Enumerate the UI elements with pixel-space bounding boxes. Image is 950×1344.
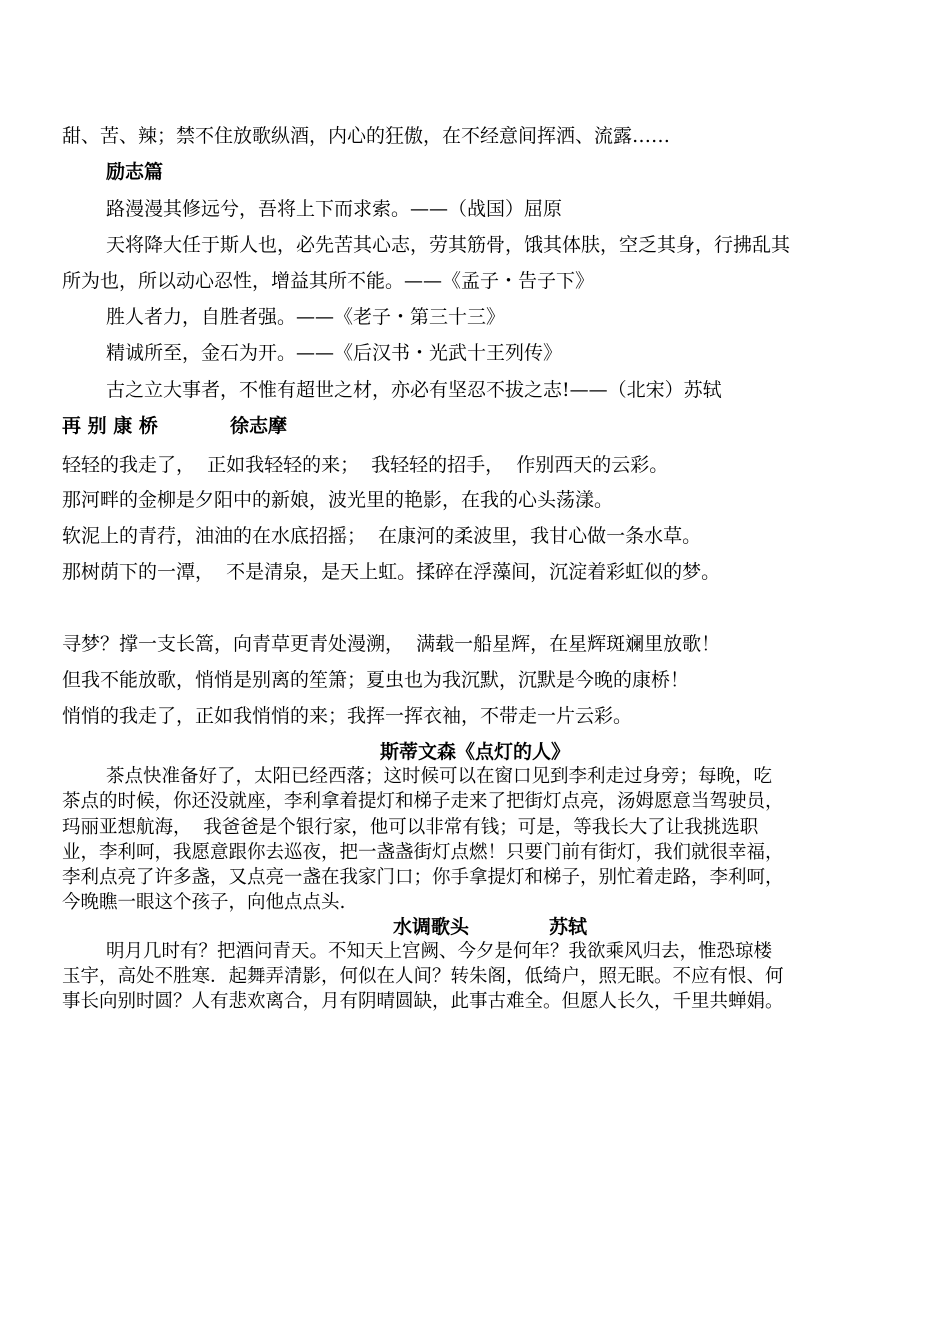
poem-line: 那河畔的金柳是夕阳中的新娘，波光里的艳影，在我的心头荡漾。 (62, 489, 614, 511)
poem-line: 今晚瞧一眼这个孩子，向他点点头. (62, 892, 346, 913)
text-line: 甜、苦、辣；禁不住放歌纵酒，内心的狂傲，在不经意间挥洒、流露…… (62, 125, 671, 147)
poem-line: 玛丽亚想航海， 我爸爸是个银行家，他可以非常有钱；可是，等我长大了让我挑选职 (62, 817, 759, 838)
quote-line: 胜人者力，自胜者强。——《老子・第三十三》 (106, 306, 506, 328)
quote-line: 天将降大任于斯人也，必先苦其心志，劳其筋骨，饿其体肤，空乏其身，行拂乱其 (106, 234, 791, 256)
poem-author: 徐志摩 (230, 415, 288, 437)
poem-line: 茶点的时候，你还没就座，李利拿着提灯和梯子走来了把街灯点亮，汤姆愿意当驾驶员， (62, 791, 784, 812)
quote-line: 路漫漫其修远兮，吾将上下而求索。——（战国）屈原 (106, 198, 563, 220)
poem-line: 业，李利呵，我愿意跟你去巡夜，把一盏盏街灯点燃！只要门前有街灯，我们就很幸福， (62, 842, 784, 863)
poem-line: 但我不能放歌，悄悄是别离的笙箫；夏虫也为我沉默，沉默是今晚的康桥！ (62, 669, 690, 691)
poem-line: 寻梦？撑一支长篙，向青草更青处漫溯， 满载一船星辉，在星辉斑斓里放歌！ (62, 633, 721, 655)
quote-line: 古之立大事者，不惟有超世之材，亦必有坚忍不拔之志!——（北宋）苏轼 (106, 379, 722, 401)
poem-author: 苏轼 (549, 916, 588, 938)
poem-line: 悄悄的我走了，正如我悄悄的来；我挥一挥衣袖，不带走一片云彩。 (62, 705, 633, 727)
poem-title: 再 别 康 桥 (62, 415, 158, 437)
poem-title: 斯蒂文森《点灯的人》 (379, 741, 570, 763)
poem-line: 软泥上的青荇，油油的在水底招摇； 在康河的柔波里，我甘心做一条水草。 (62, 525, 702, 547)
poem-title: 水调歌头 (393, 916, 470, 938)
poem-line: 明月几时有？把酒问青天。不知天上宫阙、今夕是何年？我欲乘风归去，惟恐琼楼 (106, 941, 773, 962)
poem-line: 那树荫下的一潭， 不是清泉，是天上虹。揉碎在浮藻间，沉淀着彩虹似的梦。 (62, 561, 721, 583)
poem-line: 茶点快准备好了，太阳已经西落；这时候可以在窗口见到李利走过身旁；每晚，吃 (106, 766, 773, 787)
quote-line: 所为也，所以动心忍性，增益其所不能。——《孟子・告子下》 (62, 270, 595, 292)
poem-line: 轻轻的我走了， 正如我轻轻的来； 我轻轻的招手， 作别西天的云彩。 (62, 454, 669, 476)
quote-line: 精诚所至，金石为开。——《后汉书・光武十王列传》 (106, 342, 563, 364)
poem-line: 玉宇，高处不胜寒．起舞弄清影，何似在人间？转朱阁，低绮户，照无眠。不应有恨、何 (62, 966, 784, 987)
section-heading-lizhi: 励志篇 (106, 161, 164, 183)
poem-line: 李利点亮了许多盏，又点亮一盏在我家门口；你手拿提灯和梯子，别忙着走路，李利呵， (62, 867, 784, 888)
poem-line: 事长向别时圆？人有悲欢离合，月有阴晴圆缺，此事古难全。但愿人长久，千里共蝉娟。 (62, 991, 784, 1012)
